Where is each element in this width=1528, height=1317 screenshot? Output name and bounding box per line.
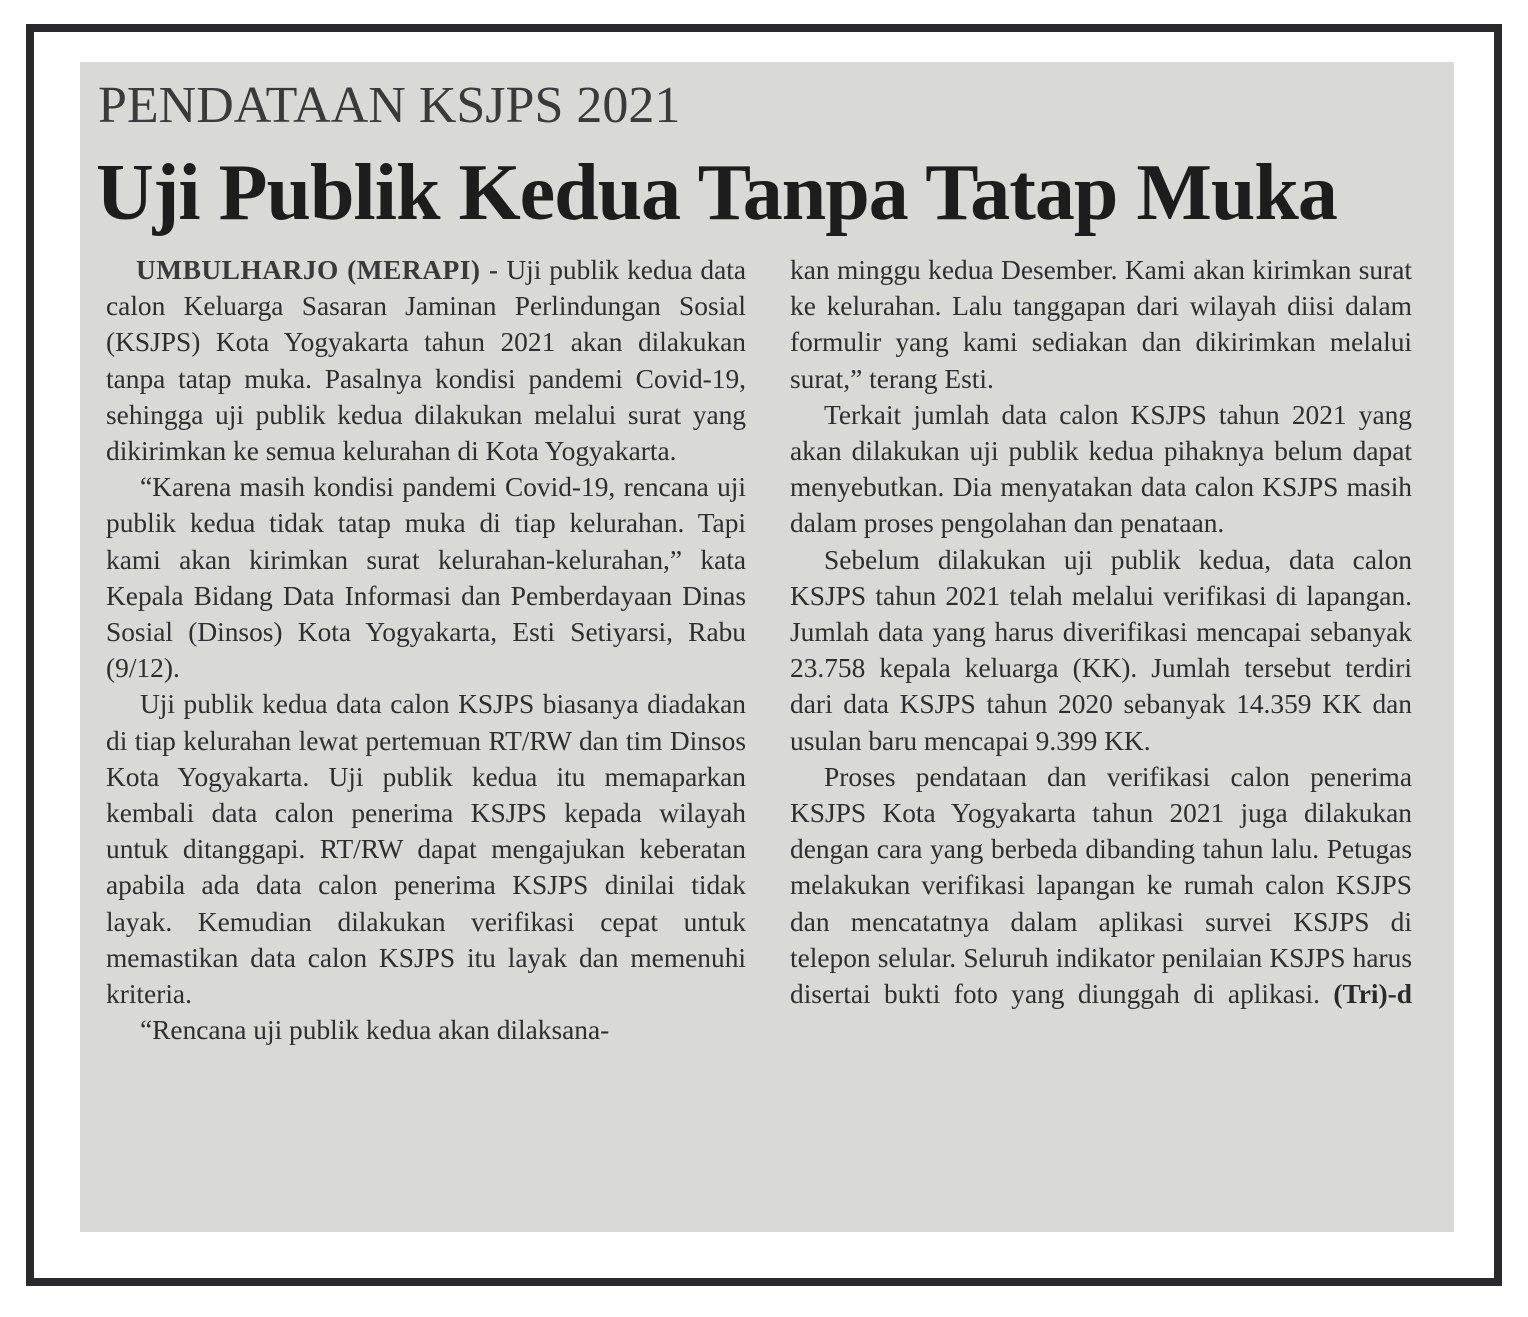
article-paragraph: Terkait jumlah data calon KSJPS tahun 2021 yang akan dilakukan uji publik kedua pihaknya belum dapat menyebutkan. Dia menyatakan data calon KSJPS masih dalam proses pengolahan dan penataan. [790,399,1412,539]
article-column-left [106,252,746,1048]
article-paragraph [106,252,746,469]
article-paragraph: Sebelum dilakukan uji publik kedua, data calon KSJPS tahun 2021 telah melalui verifikasi di lapangan. Jumlah data yang harus diverifikasi mencapai sebanyak 23.758 kepala keluarga (KK). Jumlah tersebut terdiri dari data KSJPS tahun 2020 sebanyak 14.359 KK dan usulan baru mencapai 9.399 KK. [790,544,1412,756]
article-paragraph-text: Uji publik kedua data calon Keluarga Sasaran Jaminan Perlindungan Sosial (KSJPS) Kota Yogyakarta tahun 2021 akan dilakukan tanpa tatap muka. Pasalnya kondisi pandemi Covid-19, sehingga uji publik kedua dilakukan melalui surat yang dikirimkan ke semua kelurahan di Kota Yogyakarta. [106,255,746,467]
article-kicker: PENDATAAN KSJPS 2021 [98,77,681,134]
article-headline: Uji Publik Kedua Tanpa Tatap Muka [96,149,1337,237]
article-paragraph-text: Proses pendataan dan verifikasi calon penerima KSJPS Kota Yogyakarta tahun 2021 juga dilakukan dengan cara yang berbeda dibanding tahun lalu. Petugas melakukan verifikasi lapangan ke rumah calon KSJPS dan mencatatnya dalam aplikasi survei KSJPS di telepon selular. Seluruh indikator penilaian KSJPS harus disertai bukti foto yang diunggah di aplikasi. [790,761,1412,1010]
article-paragraph: “Karena masih kondisi pandemi Covid-19, rencana uji publik kedua tidak tatap muka di tiap kelurahan. Tapi kami akan kirimkan surat kelurahan-kelurahan,” kata Kepala Bidang Data Informasi dan Pemberdayaan Dinas Sosial (Dinsos) Kota Yogyakarta, Esti Setiyarsi, Rabu (9/12). [106,472,746,684]
article-paragraph: kan minggu kedua Desember. Kami akan kirimkan surat ke kelurahan. Lalu tanggapan dari wilayah diisi dalam formulir yang kami sediakan dan dikirimkan melalui surat,” terang Esti. [790,255,1412,394]
author-signoff: (Tri)-d [1333,979,1412,1010]
article-column-right [790,252,1412,1012]
article-paragraph: Uji publik kedua data calon KSJPS biasanya diadakan di tiap kelurahan lewat pertemuan RT/RW dan tim Dinsos Kota Yogyakarta. Uji publik kedua itu memaparkan kembali data calon penerima KSJPS kepada wilayah untuk ditanggapi. RT/RW dapat mengajukan keberatan apabila ada data calon penerima KSJPS dinilai tidak layak. Kemudian dilakukan verifikasi cepat untuk memastikan data calon KSJPS itu layak dan memenuhi kriteria. [106,689,746,1010]
article-paragraph [790,759,1412,1012]
article-dateline: UMBULHARJO (MERAPI) - [136,255,499,285]
article-paragraph: “Rencana uji publik kedua akan dilaksana- [140,1015,610,1046]
